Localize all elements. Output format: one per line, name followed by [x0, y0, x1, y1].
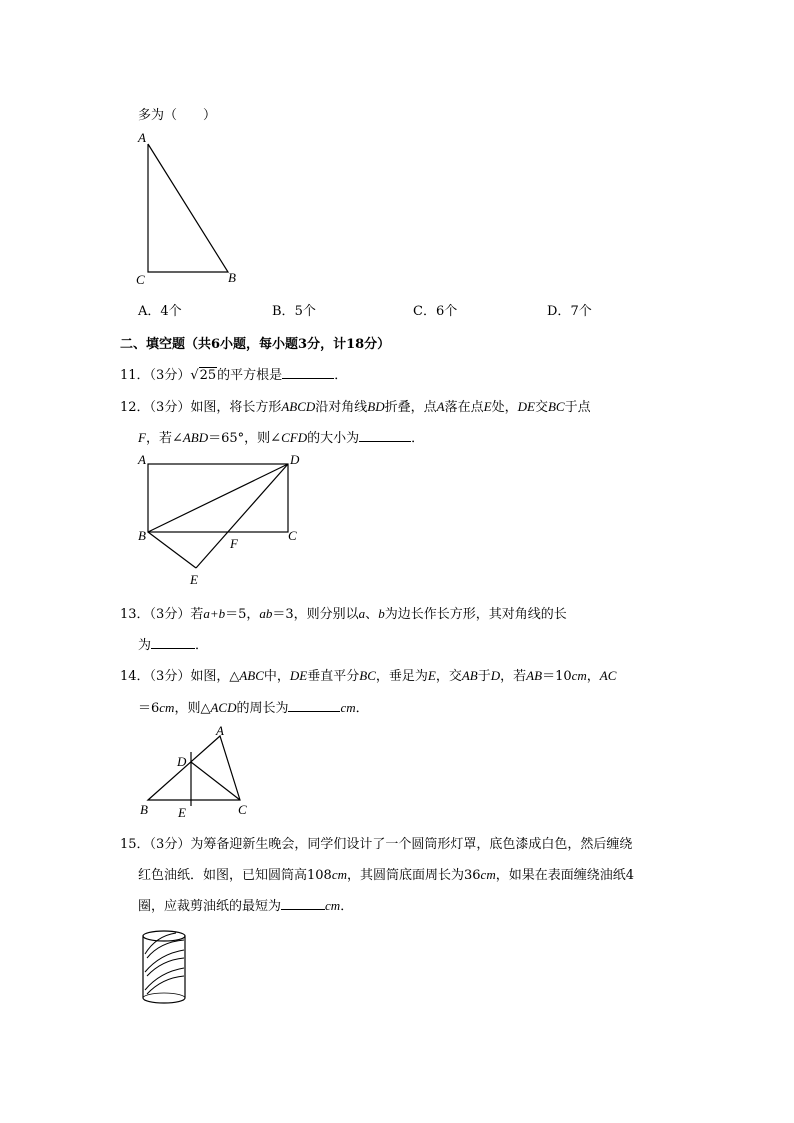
q12-line1	[120, 396, 591, 415]
option-letter: C．	[413, 304, 436, 319]
text: ，则△	[174, 701, 211, 716]
math: cm	[340, 700, 356, 715]
math: AB	[461, 668, 478, 683]
option-text: 5个	[294, 304, 316, 319]
text: ＝65°，则∠	[208, 431, 282, 446]
q10-option-c	[413, 300, 457, 319]
q10-triangle-figure	[130, 128, 250, 288]
q10-option-d	[547, 300, 592, 319]
math: A	[436, 399, 445, 414]
math: AC	[599, 668, 617, 683]
math: cm	[571, 668, 587, 683]
q15-cylinder-figure	[138, 928, 194, 1010]
text: 的大小为	[307, 431, 360, 446]
text: ，若	[500, 669, 527, 684]
text: 交	[534, 400, 548, 415]
text: ，如果在表面缠绕油纸4	[495, 868, 634, 883]
math: CFD	[281, 430, 308, 445]
math: E	[483, 399, 492, 414]
q15-line1: 15．（3分）为筹备迎新生晚会，同学们设计了一个圆筒形灯罩，底色漆成白色，然后缠绕	[120, 837, 633, 852]
option-letter: B．	[272, 304, 295, 319]
q12-label-c: C	[288, 528, 297, 543]
text: 沿对角线	[315, 400, 368, 415]
q15-line3	[138, 895, 353, 914]
q10-label-c: C	[136, 272, 145, 287]
text: 为边长作长方形，其对角线的长	[384, 607, 567, 622]
q12-rectangle-figure	[130, 448, 320, 590]
q13-line1	[120, 603, 567, 622]
q14-label-e: E	[178, 805, 186, 820]
text: 折叠，点	[384, 400, 437, 415]
q14-label-b: B	[140, 802, 148, 817]
text: 中，	[263, 669, 290, 684]
text: ＝3，则分别以	[272, 607, 359, 622]
option-letter: A．	[138, 304, 161, 319]
text: 红色油纸．如图，已知圆筒高108	[138, 868, 332, 883]
text: 处，	[491, 400, 518, 415]
math: a+b	[203, 606, 226, 621]
q12-label-b: B	[138, 528, 146, 543]
q10-option-a	[138, 300, 182, 319]
q11-blank	[282, 366, 334, 379]
math: AB	[526, 668, 543, 683]
q14-triangle-figure	[130, 722, 270, 820]
q12-label-a: A	[138, 452, 146, 467]
text: 为	[138, 638, 152, 653]
q11-end: ．	[334, 368, 348, 383]
math: cm	[331, 867, 347, 882]
option-text: 4个	[160, 304, 182, 319]
q15-blank	[281, 897, 325, 910]
text: ．	[195, 638, 209, 653]
q11-radicand: 25	[199, 368, 217, 383]
q12-label-f: F	[230, 536, 238, 551]
math: ABC	[239, 668, 264, 683]
text: ．	[340, 899, 354, 914]
text: 落在点	[444, 400, 484, 415]
math: ABCD	[281, 399, 316, 414]
text: 垂直平分	[307, 669, 360, 684]
math: DE	[289, 668, 308, 683]
text: ＝6	[138, 701, 160, 716]
math: E	[427, 668, 436, 683]
q13-line2	[138, 634, 208, 653]
q14-line2	[138, 697, 369, 716]
math: cm	[480, 867, 496, 882]
text: ．	[411, 431, 425, 446]
text: ＝10	[542, 669, 572, 684]
math: ABD	[182, 430, 209, 445]
text: 于点	[564, 400, 591, 415]
q15-line2	[138, 864, 634, 883]
text: ＝5，	[225, 607, 260, 622]
math: ACD	[210, 700, 237, 715]
option-text: 6个	[435, 304, 458, 319]
section-2-heading: 二、填空题（共6小题，每小题3分，计18分）	[120, 337, 391, 352]
q11-text: 的平方根是	[217, 368, 283, 383]
q12-line2	[138, 427, 424, 446]
q12-label-d: D	[290, 452, 300, 467]
text: ，交	[435, 669, 462, 684]
math: a	[358, 606, 366, 621]
q10-label-b: B	[228, 270, 236, 285]
text: 于	[477, 669, 491, 684]
q14-label-a: A	[216, 723, 224, 738]
text: ，其圆筒底面周长为36	[347, 868, 481, 883]
q11-sqrt: √25	[190, 368, 217, 383]
text: 的周长为	[236, 701, 289, 716]
math: DE	[517, 399, 535, 414]
q14-label-d: D	[177, 754, 187, 769]
text: 12．（3分）如图，将长方形	[120, 400, 282, 415]
q10-tail: 多为（ ）	[138, 108, 217, 123]
text: 圈，应裁剪油纸的最短为	[138, 899, 282, 914]
q12-label-e: E	[190, 572, 198, 587]
q11-line	[120, 364, 347, 383]
option-text: 7个	[570, 304, 592, 319]
q10-option-b	[272, 300, 316, 319]
math: BC	[359, 668, 376, 683]
math: F	[138, 430, 146, 445]
text: ，垂足为	[375, 669, 428, 684]
q12-blank	[359, 429, 411, 442]
text: ，	[586, 669, 600, 684]
option-letter: D．	[547, 304, 571, 319]
math: cm	[159, 700, 175, 715]
math: ab	[259, 606, 273, 621]
text: ．	[355, 701, 369, 716]
math: b	[378, 606, 385, 621]
q14-blank	[288, 699, 340, 712]
q11-number: 11．（3分）	[120, 368, 191, 383]
text: ，若∠	[145, 431, 183, 446]
math: BD	[367, 399, 385, 414]
q14-line1	[120, 665, 616, 684]
text: 、	[365, 607, 379, 622]
q14-label-c: C	[238, 802, 247, 817]
q13-blank	[151, 636, 195, 649]
math: D	[490, 668, 501, 683]
text: 13．（3分）若	[120, 607, 204, 622]
text: 14．（3分）如图，△	[120, 669, 240, 684]
math: BC	[547, 399, 565, 414]
math: cm	[325, 898, 341, 913]
q10-label-a: A	[138, 130, 146, 145]
